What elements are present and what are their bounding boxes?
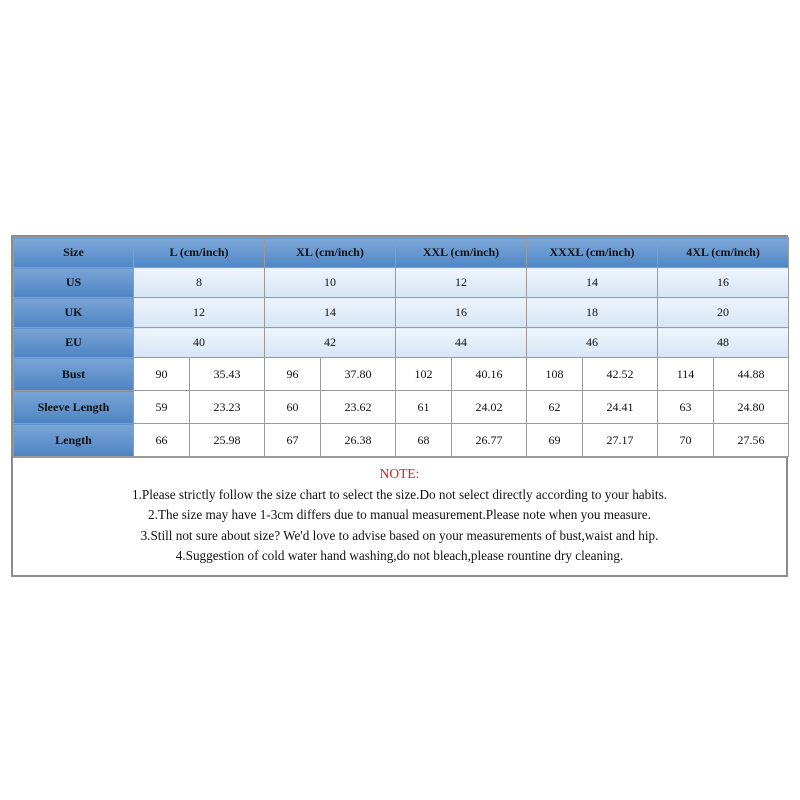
cell-cm: 60 [265,391,321,424]
row-label: Bust [14,358,134,391]
cell: 40 [134,328,265,358]
size-table [13,237,789,457]
cell-cm: 61 [396,391,452,424]
cell-inch: 23.62 [321,391,396,424]
row-label: EU [14,328,134,358]
cell: 20 [658,298,789,328]
size-col-xxxl: XXXL (cm/inch) [527,238,658,268]
cell-cm: 70 [658,424,714,457]
note-line: 1.Please strictly follow the size chart to select the size.Do not select directly according to your habits. [131,486,668,502]
cell: 48 [658,328,789,358]
size-col-4xl: 4XL (cm/inch) [658,238,789,268]
cell: 14 [527,268,658,298]
eu-row [14,328,789,358]
cell-cm: 66 [134,424,190,457]
uk-row [14,298,789,328]
size-chart [11,235,788,577]
cell: 16 [396,298,527,328]
cell-cm: 63 [658,391,714,424]
note-title: NOTE: [379,466,420,481]
cell-cm: 90 [134,358,190,391]
cell-inch: 24.02 [452,391,527,424]
cell-inch: 24.41 [583,391,658,424]
cell: 10 [265,268,396,298]
cell-cm: 67 [265,424,321,457]
cell: 8 [134,268,265,298]
cell-cm: 96 [265,358,321,391]
size-col-xxl: XXL (cm/inch) [396,238,527,268]
size-header-cell: Size [14,238,134,268]
cell-cm: 69 [527,424,583,457]
cell: 14 [265,298,396,328]
row-label: Length [14,424,134,457]
cell-inch: 26.77 [452,424,527,457]
cell-cm: 102 [396,358,452,391]
cell-inch: 25.98 [190,424,265,457]
cell-inch: 24.80 [714,391,789,424]
bust-row [14,358,789,391]
cell-cm: 59 [134,391,190,424]
cell-inch: 27.56 [714,424,789,457]
header-row [14,238,789,268]
row-label: UK [14,298,134,328]
cell-inch: 37.80 [321,358,396,391]
cell-inch: 44.88 [714,358,789,391]
sleeve-length-row [14,391,789,424]
cell-inch: 27.17 [583,424,658,457]
notes-section [13,457,786,575]
cell-cm: 108 [527,358,583,391]
cell: 12 [396,268,527,298]
size-col-l: L (cm/inch) [134,238,265,268]
cell-cm: 62 [527,391,583,424]
cell: 16 [658,268,789,298]
cell-inch: 23.23 [190,391,265,424]
cell-inch: 40.16 [452,358,527,391]
us-row [14,268,789,298]
row-label: Sleeve Length [14,391,134,424]
note-line: 3.Still not sure about size? We'd love to advise based on your measurements of bust,waist and hip. [140,527,659,543]
size-col-xl: XL (cm/inch) [265,238,396,268]
length-row [14,424,789,457]
cell-inch: 26.38 [321,424,396,457]
cell-inch: 42.52 [583,358,658,391]
cell: 42 [265,328,396,358]
cell-cm: 68 [396,424,452,457]
cell: 18 [527,298,658,328]
row-label: US [14,268,134,298]
cell-cm: 114 [658,358,714,391]
note-line: 2.The size may have 1-3cm differs due to manual measurement.Please note when you measure. [148,507,651,522]
cell: 44 [396,328,527,358]
cell-inch: 35.43 [190,358,265,391]
cell: 46 [527,328,658,358]
cell: 12 [134,298,265,328]
note-line: 4.Suggestion of cold water hand washing,do not bleach,please rountine dry cleaning. [175,548,624,563]
